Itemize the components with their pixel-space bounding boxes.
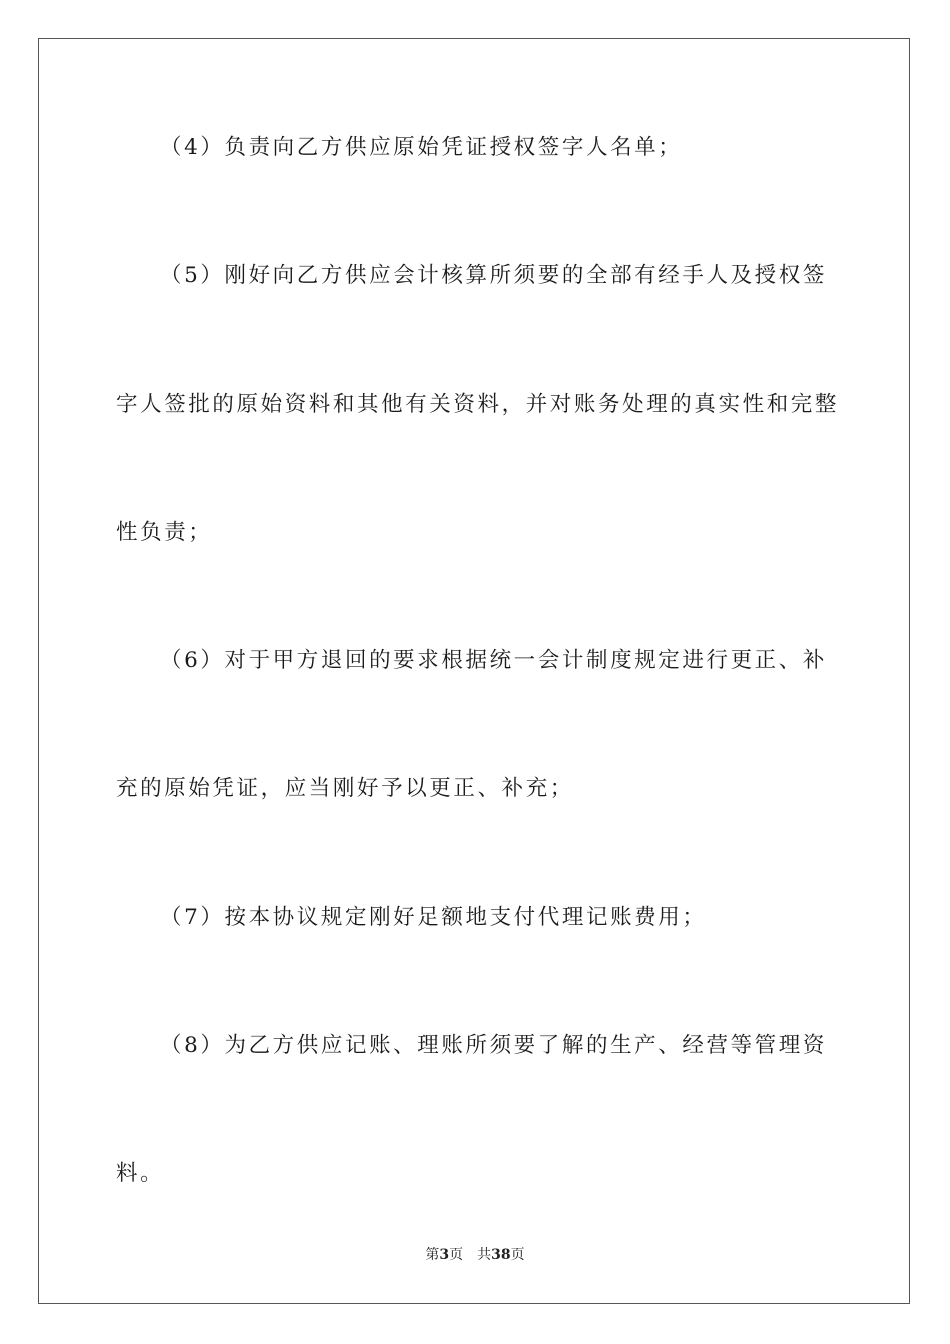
paragraph-6-line-2: 充的原始凭证，应当刚好予以更正、补充； xyxy=(116,776,574,801)
paragraph-5-line-2: 字人签批的原始资料和其他有关资料，并对账务处理的真实性和完整 xyxy=(116,392,840,417)
page-number: 3 xyxy=(439,1247,450,1263)
paragraph-7-line-1: （7）按本协议规定刚好足额地支付代理记账费用； xyxy=(160,905,707,930)
total-suffix: 页 xyxy=(510,1247,525,1263)
page-prefix: 第 xyxy=(425,1247,440,1263)
paragraph-6-line-1: （6）对于甲方退回的要求根据统一会计制度规定进行更正、补 xyxy=(160,648,827,673)
page-footer xyxy=(0,1245,950,1265)
paragraph-5-line-3: 性负责； xyxy=(116,520,213,545)
total-prefix: 共 xyxy=(477,1247,492,1263)
page-suffix: 页 xyxy=(449,1247,464,1263)
paragraph-5-line-1: （5）刚好向乙方供应会计核算所须要的全部有经手人及授权签 xyxy=(160,263,827,288)
paragraph-4-line-1: （4）负责向乙方供应原始凭证授权签字人名单； xyxy=(160,135,683,160)
paragraph-8-line-2: 料。 xyxy=(116,1161,165,1186)
total-pages: 38 xyxy=(491,1247,511,1263)
paragraph-8-line-1: （8）为乙方供应记账、理账所须要了解的生产、经营等管理资 xyxy=(160,1033,827,1058)
